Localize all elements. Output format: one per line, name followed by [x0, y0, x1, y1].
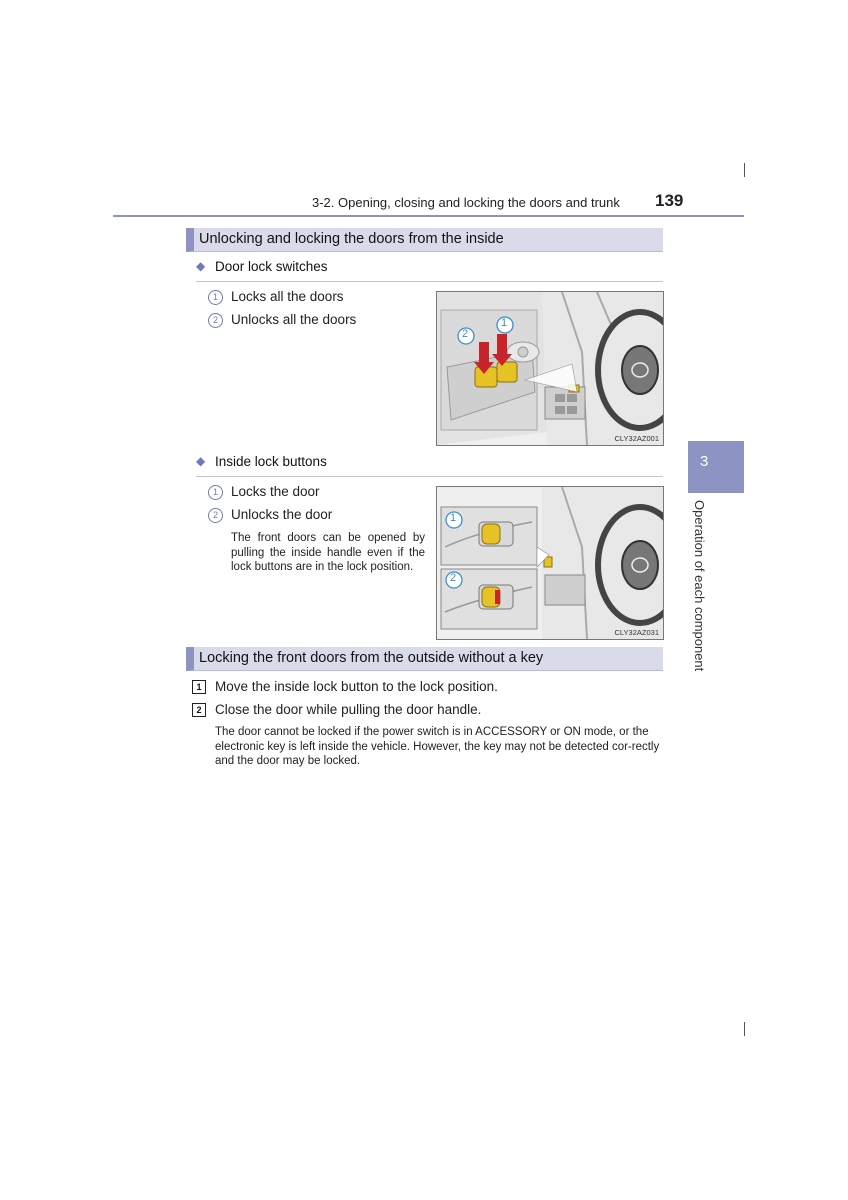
page-number: 139 [655, 191, 684, 210]
step-number-2: 2 [192, 703, 206, 717]
chapter-label: Operation of each component [692, 500, 707, 672]
inside-lock-note: The front doors can be opened by pulling the inside handle even if the lock buttons are in the lock position. [231, 532, 425, 573]
list-item: Unlocks all the doors [231, 312, 357, 327]
crop-mark-bottom [744, 1022, 745, 1036]
list-item: Locks all the doors [231, 289, 344, 304]
running-header: 3-2. Opening, closing and locking the doors and trunk [312, 195, 620, 210]
number-circle-2: 2 [208, 508, 223, 523]
step-text: Move the inside lock button to the lock position. [215, 679, 498, 694]
number-circle-1: 1 [208, 485, 223, 500]
number-circle-2: 2 [208, 313, 223, 328]
figure-inside-lock-buttons [436, 486, 664, 640]
section-heading-inside [186, 228, 663, 252]
sub-heading-inside-lock-buttons [196, 454, 663, 477]
chapter-number: 3 [700, 453, 709, 470]
locking-note: The door cannot be locked if the power switch is in ACCESSORY or ON mode, or the electronic key is left inside the vehicle. However, the key may not be detected cor-rectly and the door may be locked. [215, 726, 660, 767]
section-heading-outside [186, 647, 663, 671]
crop-mark-top [744, 163, 745, 177]
step-text: Close the door while pulling the door handle. [215, 702, 482, 717]
section-heading-text: Locking the front doors from the outside without a key [199, 650, 544, 666]
list-item: Unlocks the door [231, 507, 333, 522]
sub-heading-text: Inside lock buttons [215, 454, 327, 469]
door-lock-switch-illustration [437, 292, 663, 445]
chapter-tab [688, 441, 744, 493]
sub-heading-door-lock-switches [196, 259, 663, 282]
number-circle-1: 1 [208, 290, 223, 305]
figure-code: CLY32AZ001 [614, 434, 659, 443]
diamond-bullet-icon: ◆ [196, 454, 206, 468]
callout-2: 2 [450, 572, 457, 584]
list-item: Locks the door [231, 484, 320, 499]
header-rule [113, 215, 744, 217]
figure-code: CLY32AZ031 [614, 628, 659, 637]
sub-heading-text: Door lock switches [215, 259, 328, 274]
diamond-bullet-icon: ◆ [196, 259, 206, 273]
callout-1: 1 [450, 512, 457, 524]
step-number-1: 1 [192, 680, 206, 694]
callout-2: 2 [462, 328, 469, 340]
figure-door-lock-switches [436, 291, 664, 446]
callout-1: 1 [501, 317, 508, 329]
inside-lock-button-illustration [437, 487, 663, 639]
section-heading-text: Unlocking and locking the doors from the inside [199, 231, 504, 247]
